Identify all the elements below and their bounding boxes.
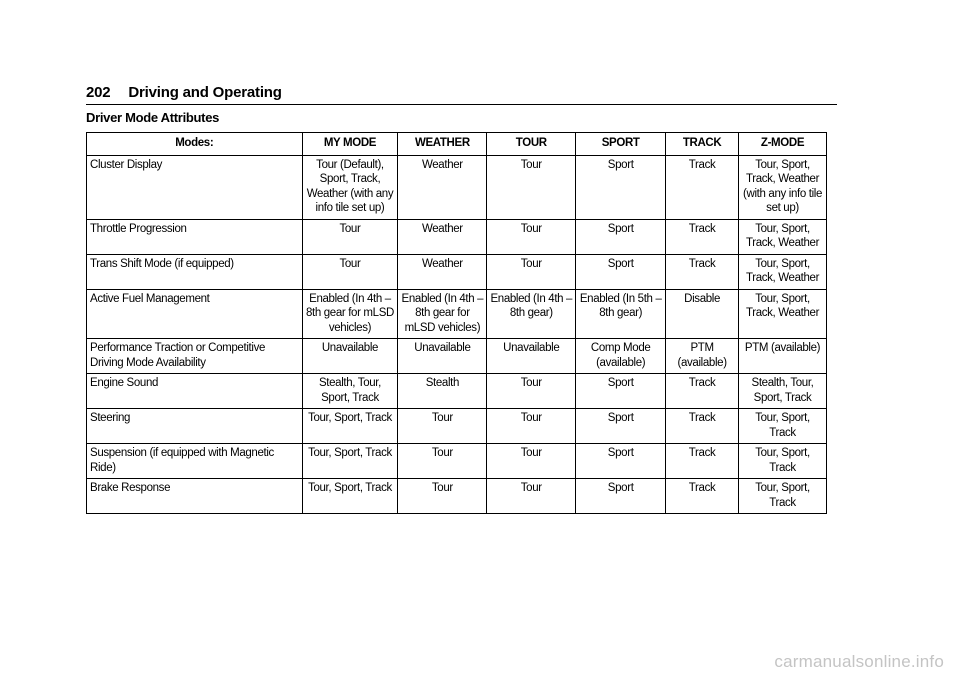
table-cell: Track	[666, 155, 739, 219]
table-cell: Tour, Sport, Track, Weather	[739, 254, 827, 289]
table-cell: Tour, Sport, Track	[739, 444, 827, 479]
page-number: 202	[86, 84, 111, 101]
table-row	[87, 374, 827, 409]
table-row	[87, 479, 827, 514]
table-cell: Tour	[487, 479, 576, 514]
table-cell: Track	[666, 409, 739, 444]
table-cell: Enabled (In 4th – 8th gear)	[487, 289, 576, 339]
table-row	[87, 444, 827, 479]
table-cell: Sport	[576, 155, 666, 219]
header-sport: SPORT	[576, 133, 666, 156]
table-cell: Tour	[487, 155, 576, 219]
table-cell: Stealth	[398, 374, 487, 409]
table-cell: PTM (available)	[666, 339, 739, 374]
table-cell: Tour, Sport, Track	[302, 409, 398, 444]
table-cell: Tour, Sport, Track	[302, 444, 398, 479]
row-label: Engine Sound	[87, 374, 303, 409]
table-cell: Tour, Sport, Track	[739, 409, 827, 444]
table-cell: Sport	[576, 409, 666, 444]
table-cell: Tour, Sport, Track, Weather (with any info tile set up)	[739, 155, 827, 219]
section-title: Driver Mode Attributes	[86, 110, 220, 125]
table-row	[87, 339, 827, 374]
header-track: TRACK	[666, 133, 739, 156]
table-cell: Comp Mode (available)	[576, 339, 666, 374]
table-row	[87, 289, 827, 339]
table-cell: Tour	[398, 409, 487, 444]
table-cell: Sport	[576, 479, 666, 514]
table-cell: Tour	[302, 254, 398, 289]
table-cell: Stealth, Tour, Sport, Track	[739, 374, 827, 409]
table-cell: Enabled (In 5th – 8th gear)	[576, 289, 666, 339]
table-cell: Disable	[666, 289, 739, 339]
table-row	[87, 155, 827, 219]
table-cell: Tour (Default), Sport, Track, Weather (with any info tile set up)	[302, 155, 398, 219]
table-cell: Tour	[302, 219, 398, 254]
table-cell: Tour	[398, 479, 487, 514]
table-cell: Track	[666, 444, 739, 479]
table-cell: Tour	[487, 219, 576, 254]
table-cell: Unavailable	[302, 339, 398, 374]
table-cell: Sport	[576, 254, 666, 289]
table-cell: Sport	[576, 374, 666, 409]
table-cell: Tour	[487, 374, 576, 409]
table-cell: Weather	[398, 219, 487, 254]
driver-mode-attributes-table	[86, 132, 827, 514]
watermark-link[interactable]: carmanualsonline.info	[774, 652, 944, 671]
table-cell: Weather	[398, 155, 487, 219]
table-row	[87, 219, 827, 254]
table-cell: Sport	[576, 444, 666, 479]
table-cell: PTM (available)	[739, 339, 827, 374]
table-row	[87, 409, 827, 444]
row-label: Active Fuel Management	[87, 289, 303, 339]
page-header	[86, 84, 837, 105]
table-cell: Track	[666, 374, 739, 409]
table-cell: Track	[666, 479, 739, 514]
row-label: Throttle Progression	[87, 219, 303, 254]
table-cell: Tour	[487, 409, 576, 444]
table-header-row	[87, 133, 827, 156]
table-cell: Enabled (In 4th – 8th gear for mLSD vehicles)	[302, 289, 398, 339]
table-cell: Tour	[398, 444, 487, 479]
table-cell: Unavailable	[398, 339, 487, 374]
table-cell: Unavailable	[487, 339, 576, 374]
header-weather: WEATHER	[398, 133, 487, 156]
row-label: Performance Traction or Competitive Driving Mode Availability	[87, 339, 303, 374]
header-z-mode: Z-MODE	[739, 133, 827, 156]
row-label: Suspension (if equipped with Magnetic Ride)	[87, 444, 303, 479]
table-cell: Tour, Sport, Track, Weather	[739, 289, 827, 339]
table-cell: Enabled (In 4th – 8th gear for mLSD vehicles)	[398, 289, 487, 339]
table-cell: Track	[666, 254, 739, 289]
table-cell: Tour, Sport, Track, Weather	[739, 219, 827, 254]
row-label: Steering	[87, 409, 303, 444]
header-tour: TOUR	[487, 133, 576, 156]
chapter-title: Driving and Operating	[128, 84, 282, 101]
table-cell: Sport	[576, 219, 666, 254]
table-cell: Tour	[487, 444, 576, 479]
table-row	[87, 254, 827, 289]
row-label: Brake Response	[87, 479, 303, 514]
header-modes: Modes:	[87, 133, 303, 156]
table-cell: Tour, Sport, Track	[302, 479, 398, 514]
table-cell: Track	[666, 219, 739, 254]
table-cell: Weather	[398, 254, 487, 289]
row-label: Trans Shift Mode (if equipped)	[87, 254, 303, 289]
table-cell: Stealth, Tour, Sport, Track	[302, 374, 398, 409]
row-label: Cluster Display	[87, 155, 303, 219]
table-cell: Tour, Sport, Track	[739, 479, 827, 514]
header-my-mode: MY MODE	[302, 133, 398, 156]
table-cell: Tour	[487, 254, 576, 289]
